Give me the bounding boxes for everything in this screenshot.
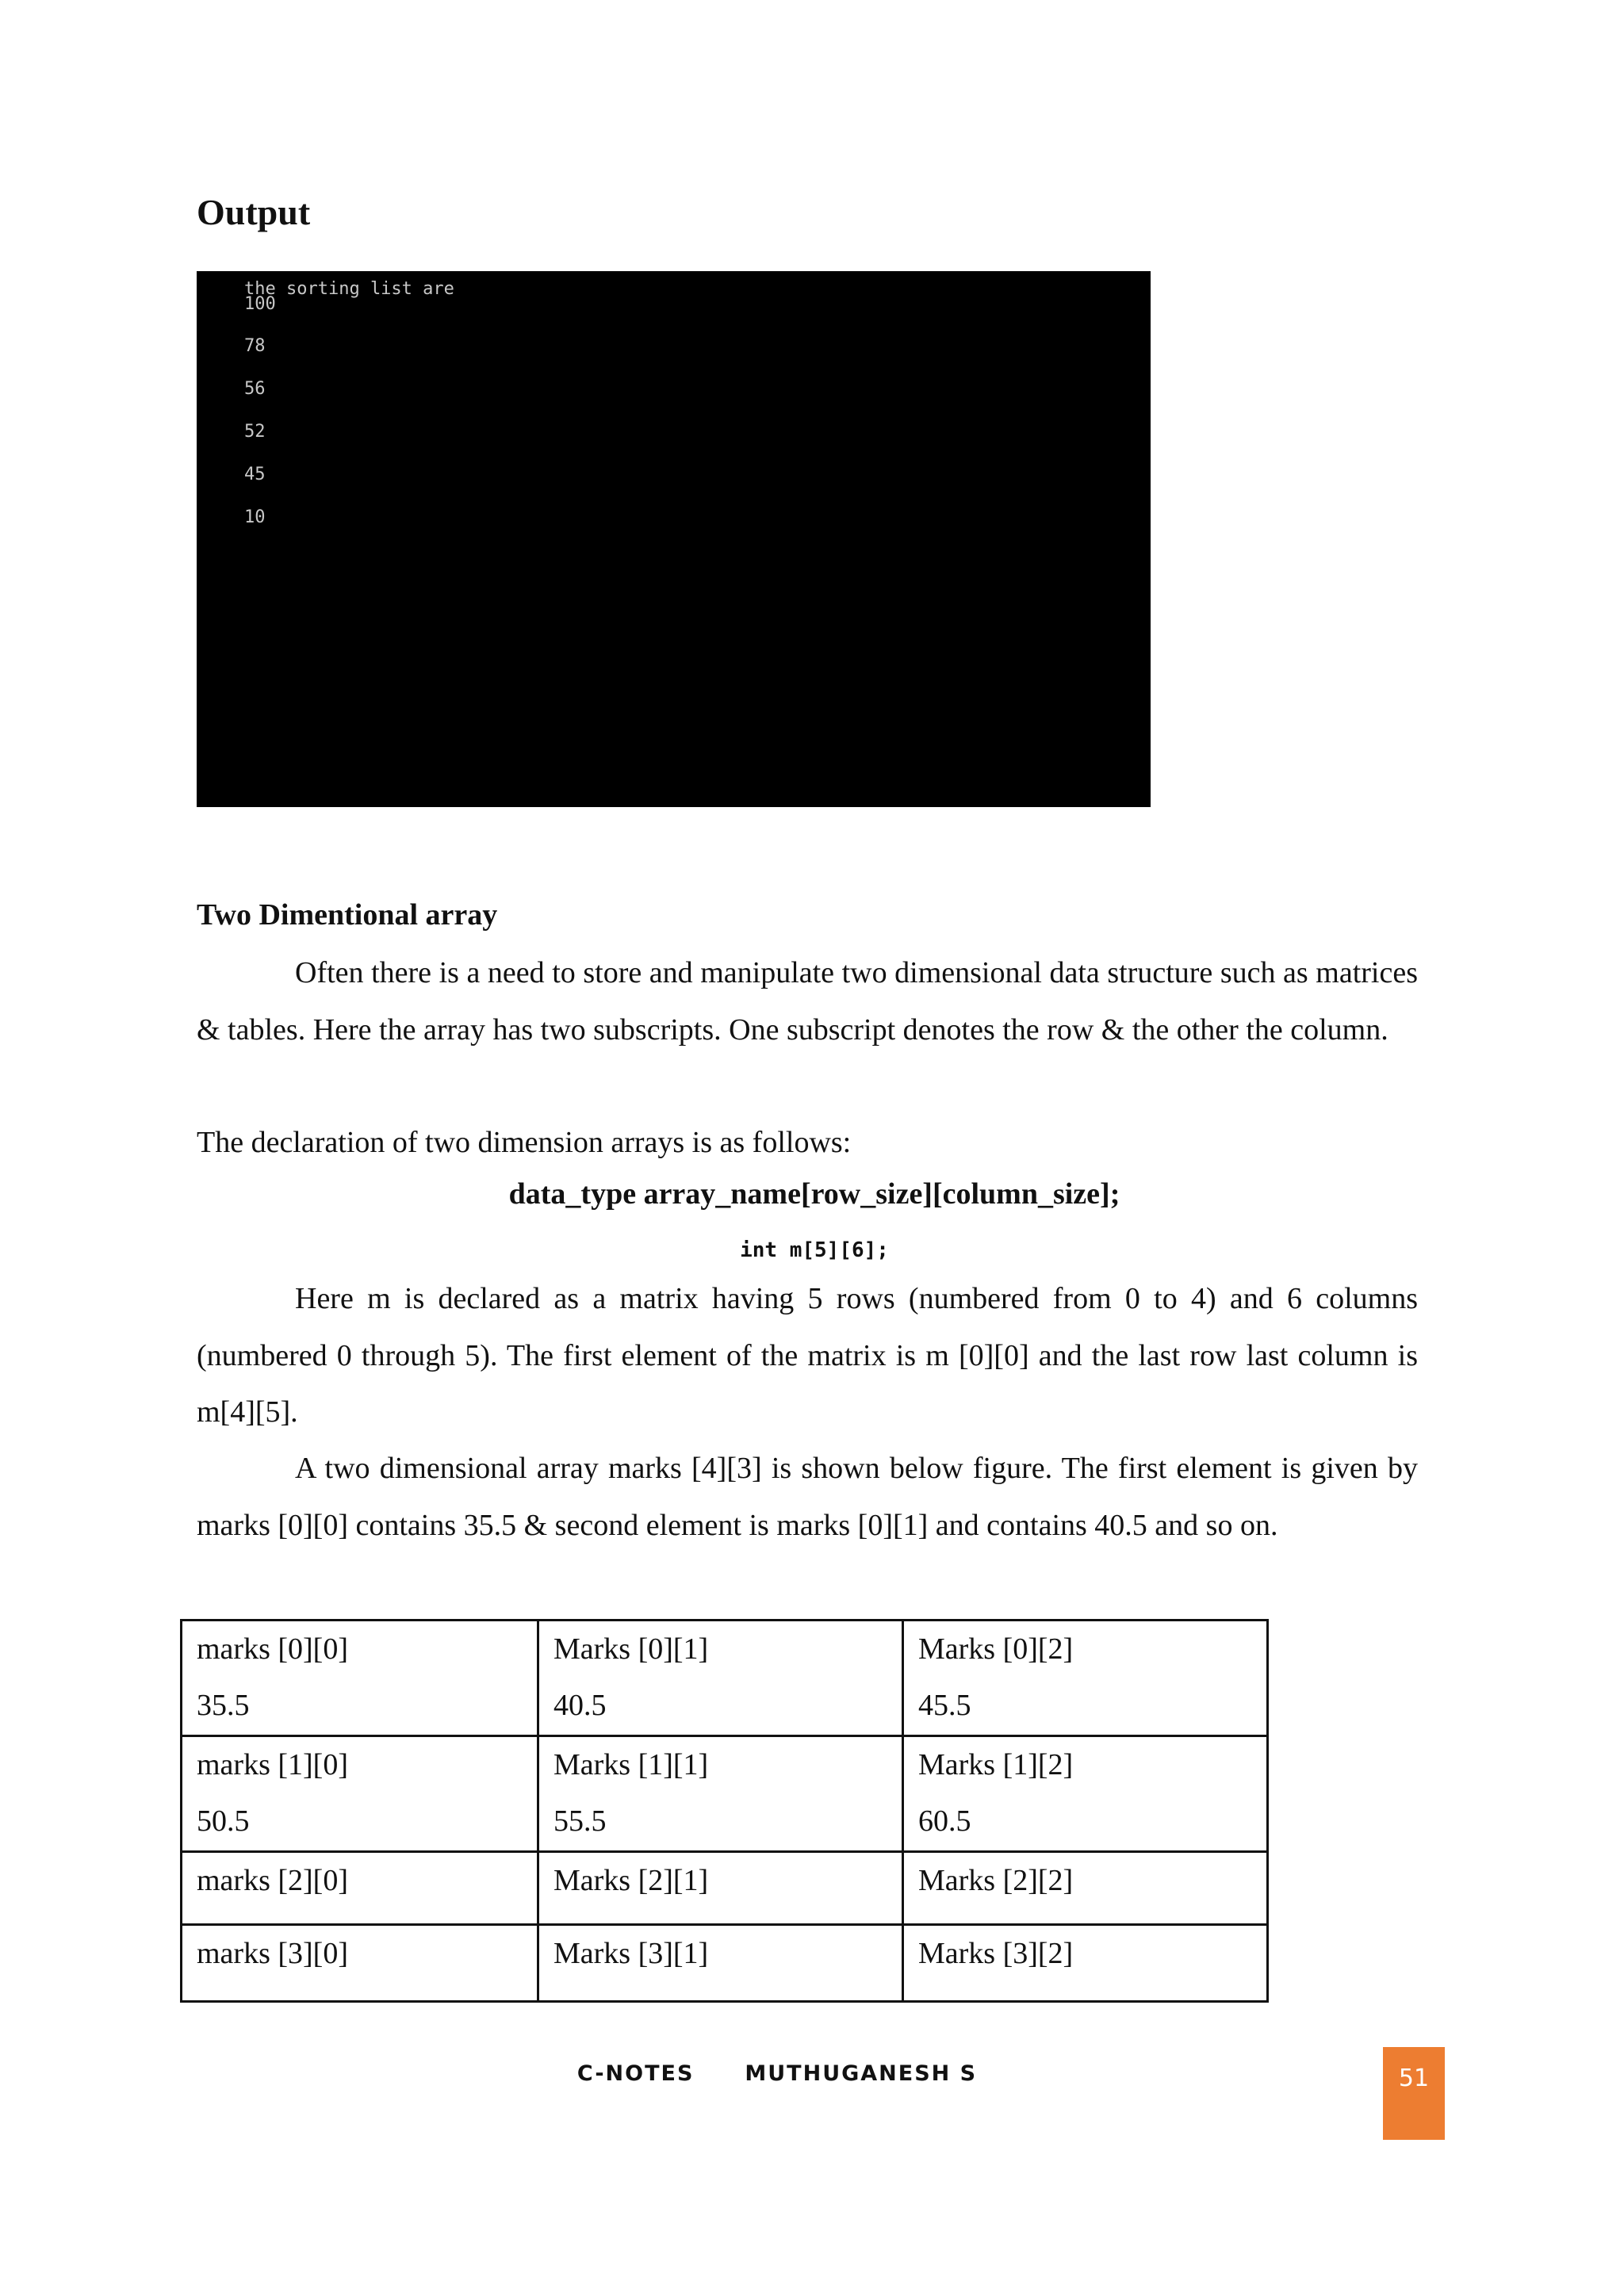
table-cell [903, 1925, 1268, 2002]
table-cell [538, 1925, 903, 2002]
table-cell [903, 1852, 1268, 1925]
table-cell [538, 1736, 903, 1852]
cell-value: 35.5 [197, 1689, 250, 1722]
cell-value: 60.5 [918, 1804, 971, 1838]
console-line: 10 [244, 507, 266, 527]
footer-book-title: C-NOTES [576, 2061, 695, 2086]
table-row [182, 1621, 1268, 1736]
cell-label: Marks [2][1] [553, 1864, 709, 1897]
table-row [182, 1925, 1268, 2002]
cell-label: marks [1][0] [197, 1748, 348, 1781]
table-cell [182, 1852, 538, 1925]
table-cell [538, 1852, 903, 1925]
table-cell [182, 1736, 538, 1852]
console-line: 100 [244, 294, 276, 314]
console-line: the sorting list are [244, 279, 454, 299]
console-output-screenshot [197, 271, 1151, 807]
footer-author: MUTHUGANESH S [745, 2061, 978, 2086]
table-cell [538, 1621, 903, 1736]
cell-label: marks [0][0] [197, 1632, 348, 1666]
cell-value: 55.5 [553, 1804, 607, 1838]
output-heading: Output [197, 192, 311, 232]
cell-label: Marks [3][2] [918, 1937, 1074, 1970]
intro-paragraph: Often there is a need to store and manipulate two dimensional data structure such as matrices & tables. Here the array has two subscripts. One subscript denotes the row & the other the column. [197, 956, 1418, 1047]
cell-value: 40.5 [553, 1689, 607, 1722]
declaration-syntax: data_type array_name[row_size][column_size]; [508, 1177, 1120, 1211]
matrix-explanation-paragraph: Here m is declared as a matrix having 5 rows (numbered from 0 to 4) and 6 columns (numbered 0 through 5). The first element of the matrix is m [0][0] and the last row last column is m[4][5]. [197, 1282, 1418, 1429]
cell-value: 50.5 [197, 1804, 250, 1838]
cell-label: Marks [3][1] [553, 1937, 709, 1970]
table-cell [903, 1621, 1268, 1736]
cell-label: marks [2][0] [197, 1864, 348, 1897]
table-row [182, 1736, 1268, 1852]
section-title: Two Dimentional array [197, 898, 498, 932]
table-cell [903, 1736, 1268, 1852]
page-number: 51 [1398, 2064, 1430, 2092]
cell-label: Marks [0][1] [553, 1632, 709, 1666]
table-cell [182, 1621, 538, 1736]
marks-array-table [180, 1619, 1269, 2003]
console-line: 56 [244, 379, 266, 399]
console-line: 52 [244, 422, 266, 442]
page-footer [0, 2061, 1554, 2086]
declaration-intro: The declaration of two dimension arrays is as follows: [197, 1126, 852, 1159]
table-cell [182, 1925, 538, 2002]
cell-label: Marks [0][2] [918, 1632, 1074, 1666]
cell-label: marks [3][0] [197, 1937, 348, 1970]
console-line: 45 [244, 465, 266, 484]
cell-label: Marks [1][1] [553, 1748, 709, 1781]
cell-value: 45.5 [918, 1689, 971, 1722]
console-line: 78 [244, 336, 266, 356]
cell-label: Marks [2][2] [918, 1864, 1074, 1897]
code-example: int m[5][6]; [740, 1238, 889, 1262]
marks-array-paragraph: A two dimensional array marks [4][3] is shown below figure. The first element is given by marks [0][0] contains 35.5 & second element is marks [0][1] and contains 40.5 and so on. [197, 1452, 1418, 1542]
page-number-badge [1383, 2047, 1445, 2140]
cell-label: Marks [1][2] [918, 1748, 1074, 1781]
table-row [182, 1852, 1268, 1925]
